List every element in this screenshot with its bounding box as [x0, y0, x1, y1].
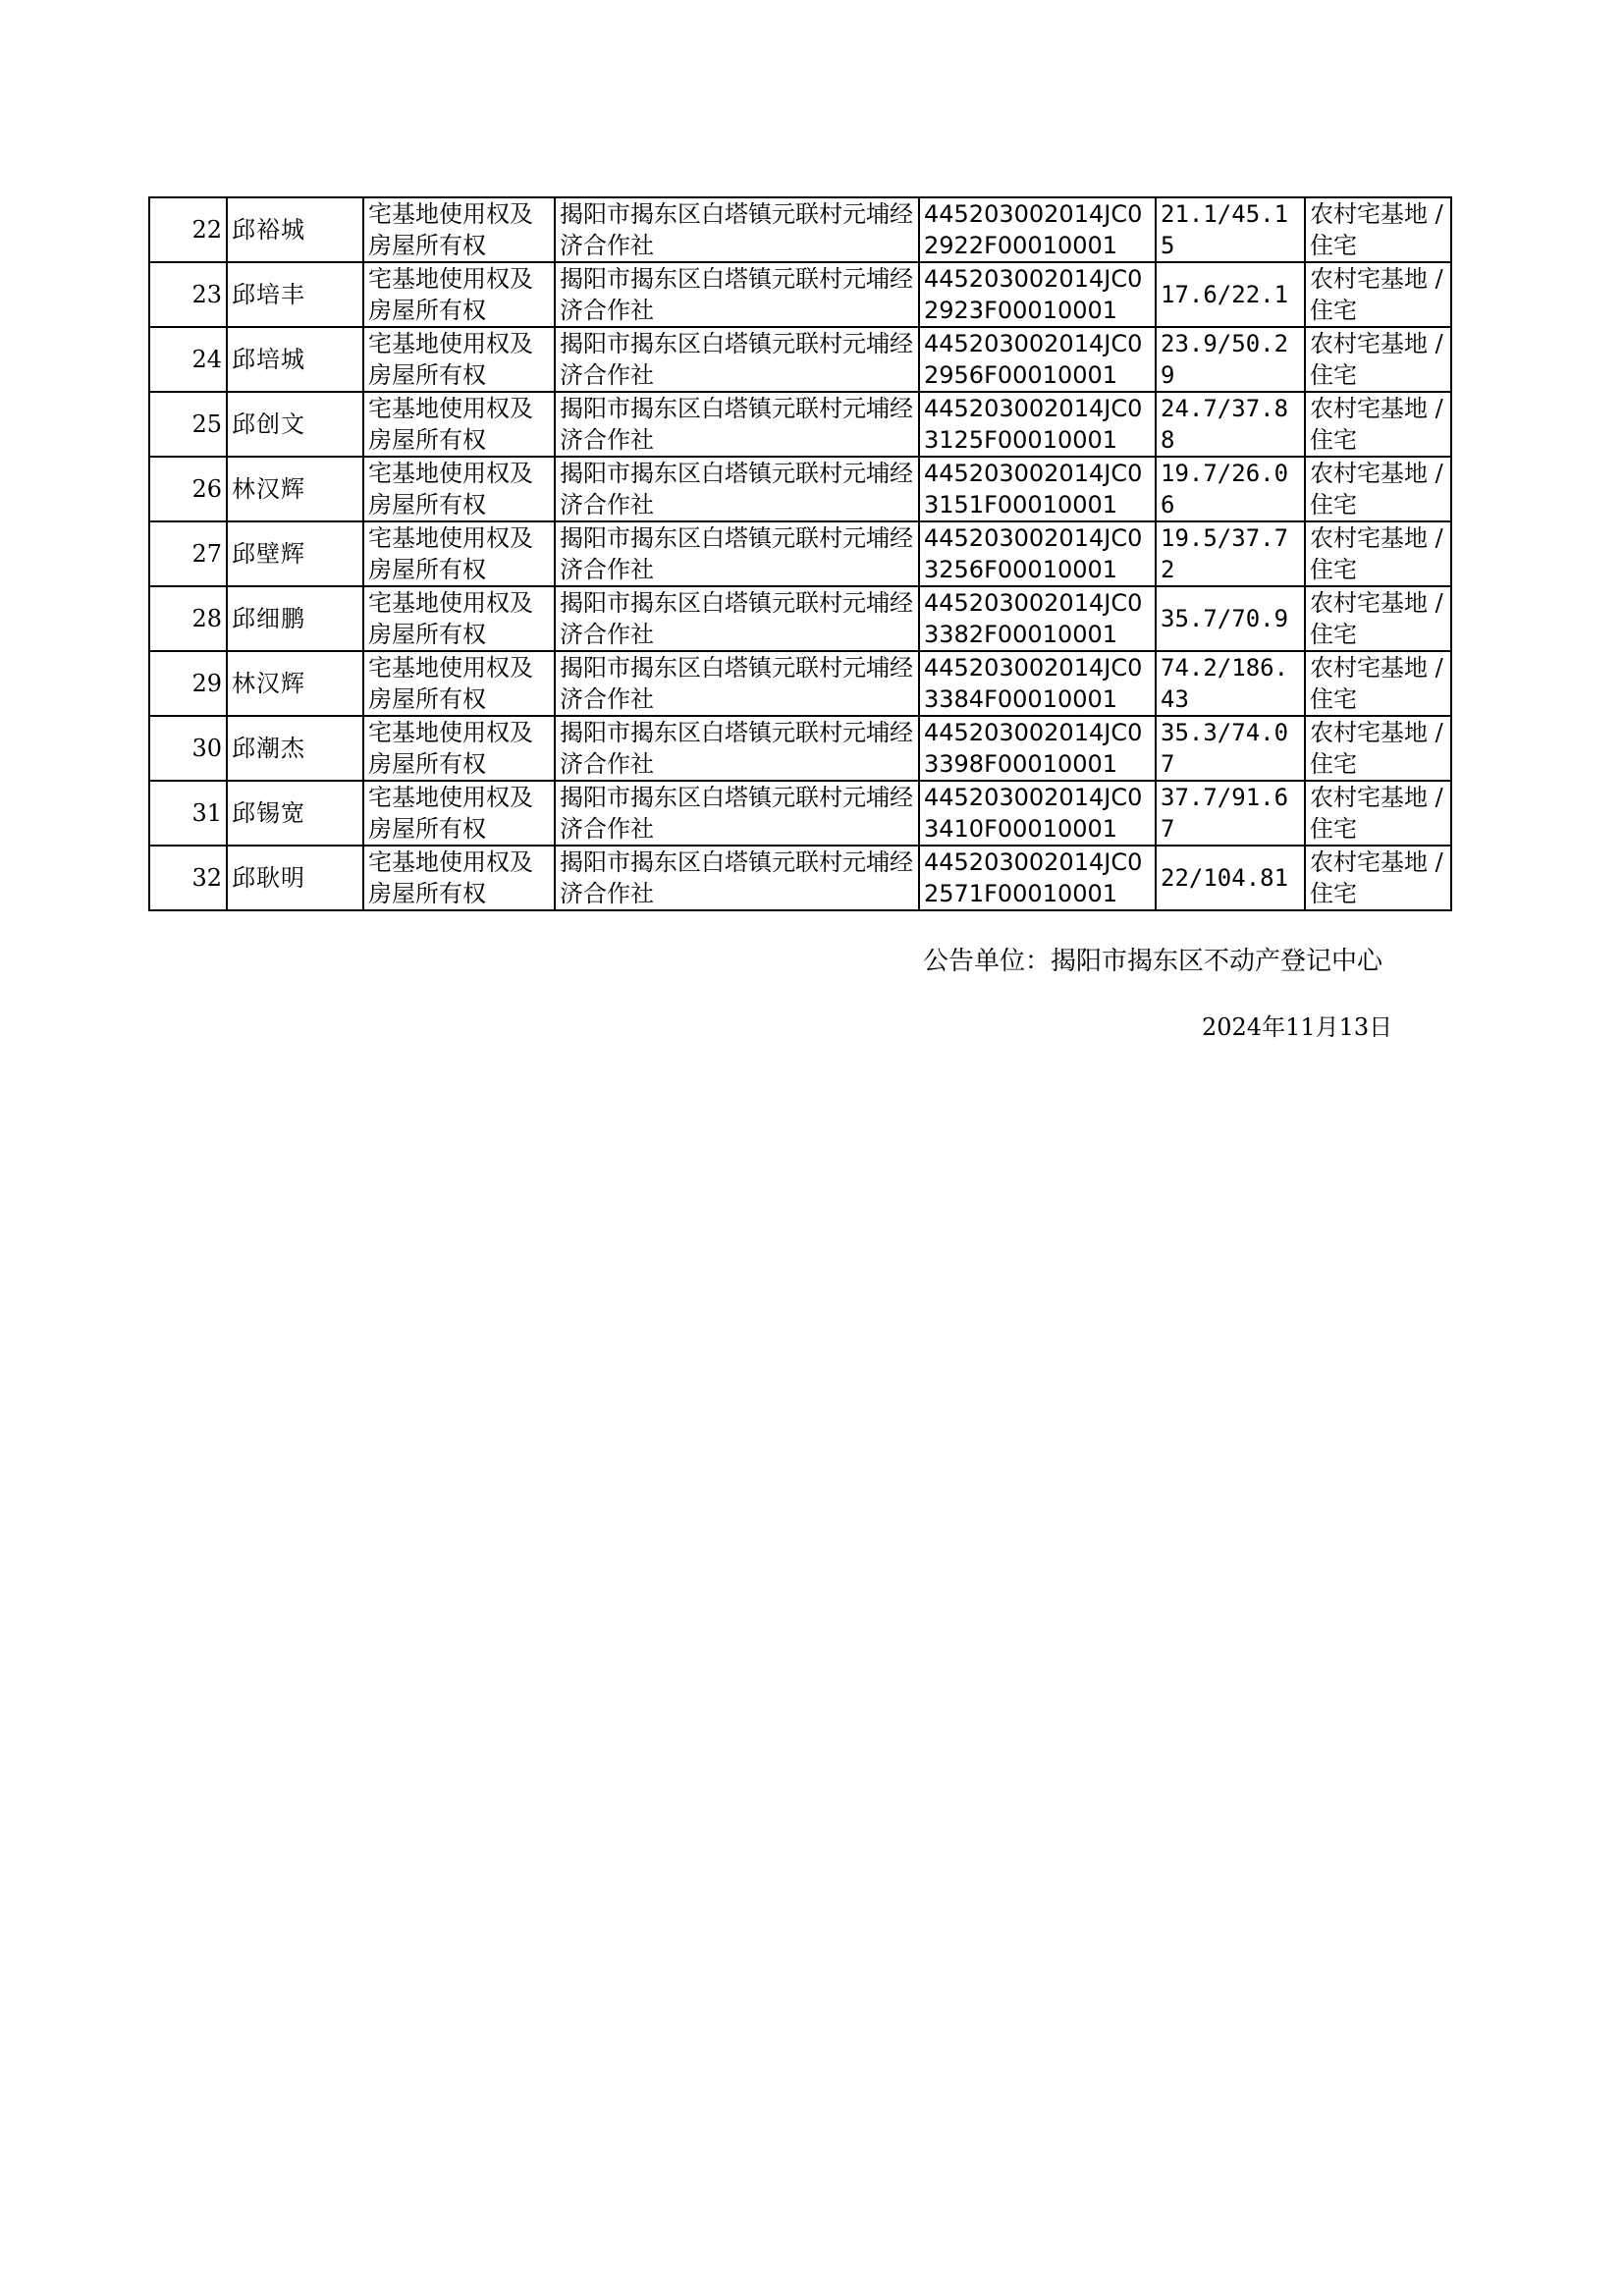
table-row — [149, 392, 1451, 457]
property-location-cell: 揭阳市揭东区白塔镇元联村元埔经济合作社 — [555, 846, 919, 910]
row-number-cell: 29 — [149, 651, 227, 716]
area-value-cell: 19.7/26.06 — [1156, 457, 1305, 521]
area-value-cell: 17.6/22.1 — [1156, 262, 1305, 327]
right-type-cell: 宅基地使用权及房屋所有权 — [363, 651, 555, 716]
owner-name-cell: 邱培丰 — [227, 262, 363, 327]
usage-type-cell: 农村宅基地 / 住宅 — [1305, 781, 1451, 846]
table-row — [149, 457, 1451, 521]
right-type-cell: 宅基地使用权及房屋所有权 — [363, 262, 555, 327]
right-type-cell: 宅基地使用权及房屋所有权 — [363, 457, 555, 521]
usage-type-cell: 农村宅基地 / 住宅 — [1305, 327, 1451, 392]
row-number-cell: 24 — [149, 327, 227, 392]
unit-code-cell: 445203002014JC02956F00010001 — [919, 327, 1156, 392]
right-type-cell: 宅基地使用权及房屋所有权 — [363, 586, 555, 651]
right-type-cell: 宅基地使用权及房屋所有权 — [363, 846, 555, 910]
owner-name-cell: 林汉辉 — [227, 457, 363, 521]
right-type-cell: 宅基地使用权及房屋所有权 — [363, 781, 555, 846]
usage-type-cell: 农村宅基地 / 住宅 — [1305, 197, 1451, 262]
area-value-cell: 24.7/37.88 — [1156, 392, 1305, 457]
unit-code-cell: 445203002014JC03125F00010001 — [919, 392, 1156, 457]
unit-code-cell: 445203002014JC03398F00010001 — [919, 716, 1156, 781]
area-value-cell: 35.7/70.9 — [1156, 586, 1305, 651]
table-row — [149, 521, 1451, 586]
row-number-cell: 27 — [149, 521, 227, 586]
owner-name-cell: 邱细鹏 — [227, 586, 363, 651]
unit-code-cell: 445203002014JC03256F00010001 — [919, 521, 1156, 586]
announcement-date: 2024年11月13日 — [1202, 1013, 1393, 1041]
area-value-cell: 21.1/45.15 — [1156, 197, 1305, 262]
row-number-cell: 28 — [149, 586, 227, 651]
right-type-cell: 宅基地使用权及房屋所有权 — [363, 392, 555, 457]
row-number-cell: 26 — [149, 457, 227, 521]
property-location-cell: 揭阳市揭东区白塔镇元联村元埔经济合作社 — [555, 327, 919, 392]
usage-type-cell: 农村宅基地 / 住宅 — [1305, 846, 1451, 910]
property-location-cell: 揭阳市揭东区白塔镇元联村元埔经济合作社 — [555, 651, 919, 716]
usage-type-cell: 农村宅基地 / 住宅 — [1305, 262, 1451, 327]
registration-table — [148, 196, 1452, 911]
area-value-cell: 74.2/186.43 — [1156, 651, 1305, 716]
owner-name-cell: 邱培城 — [227, 327, 363, 392]
table-row — [149, 197, 1451, 262]
property-location-cell: 揭阳市揭东区白塔镇元联村元埔经济合作社 — [555, 392, 919, 457]
table-row — [149, 651, 1451, 716]
right-type-cell: 宅基地使用权及房屋所有权 — [363, 327, 555, 392]
owner-name-cell: 邱创文 — [227, 392, 363, 457]
owner-name-cell: 邱裕城 — [227, 197, 363, 262]
right-type-cell: 宅基地使用权及房屋所有权 — [363, 521, 555, 586]
table-row — [149, 716, 1451, 781]
area-value-cell: 22/104.81 — [1156, 846, 1305, 910]
unit-code-cell: 445203002014JC02571F00010001 — [919, 846, 1156, 910]
announcing-unit: 公告单位：揭阳市揭东区不动产登记中心 — [923, 947, 1383, 976]
owner-name-cell: 邱壁辉 — [227, 521, 363, 586]
owner-name-cell: 邱锡宽 — [227, 781, 363, 846]
usage-type-cell: 农村宅基地 / 住宅 — [1305, 457, 1451, 521]
usage-type-cell: 农村宅基地 / 住宅 — [1305, 521, 1451, 586]
usage-type-cell: 农村宅基地 / 住宅 — [1305, 392, 1451, 457]
unit-code-cell: 445203002014JC03384F00010001 — [919, 651, 1156, 716]
property-location-cell: 揭阳市揭东区白塔镇元联村元埔经济合作社 — [555, 521, 919, 586]
property-location-cell: 揭阳市揭东区白塔镇元联村元埔经济合作社 — [555, 457, 919, 521]
area-value-cell: 35.3/74.07 — [1156, 716, 1305, 781]
owner-name-cell: 林汉辉 — [227, 651, 363, 716]
row-number-cell: 32 — [149, 846, 227, 910]
row-number-cell: 23 — [149, 262, 227, 327]
unit-code-cell: 445203002014JC02922F00010001 — [919, 197, 1156, 262]
table-row — [149, 327, 1451, 392]
right-type-cell: 宅基地使用权及房屋所有权 — [363, 197, 555, 262]
table-row — [149, 262, 1451, 327]
unit-code-cell: 445203002014JC03382F00010001 — [919, 586, 1156, 651]
property-location-cell: 揭阳市揭东区白塔镇元联村元埔经济合作社 — [555, 716, 919, 781]
row-number-cell: 31 — [149, 781, 227, 846]
owner-name-cell: 邱潮杰 — [227, 716, 363, 781]
area-value-cell: 37.7/91.67 — [1156, 781, 1305, 846]
usage-type-cell: 农村宅基地 / 住宅 — [1305, 651, 1451, 716]
table-row — [149, 781, 1451, 846]
table-row — [149, 846, 1451, 910]
unit-code-cell: 445203002014JC02923F00010001 — [919, 262, 1156, 327]
row-number-cell: 25 — [149, 392, 227, 457]
table-row — [149, 586, 1451, 651]
row-number-cell: 22 — [149, 197, 227, 262]
usage-type-cell: 农村宅基地 / 住宅 — [1305, 586, 1451, 651]
property-location-cell: 揭阳市揭东区白塔镇元联村元埔经济合作社 — [555, 262, 919, 327]
property-location-cell: 揭阳市揭东区白塔镇元联村元埔经济合作社 — [555, 586, 919, 651]
property-location-cell: 揭阳市揭东区白塔镇元联村元埔经济合作社 — [555, 781, 919, 846]
row-number-cell: 30 — [149, 716, 227, 781]
area-value-cell: 23.9/50.29 — [1156, 327, 1305, 392]
usage-type-cell: 农村宅基地 / 住宅 — [1305, 716, 1451, 781]
registration-table-body — [149, 197, 1451, 910]
unit-code-cell: 445203002014JC03410F00010001 — [919, 781, 1156, 846]
right-type-cell: 宅基地使用权及房屋所有权 — [363, 716, 555, 781]
owner-name-cell: 邱耿明 — [227, 846, 363, 910]
area-value-cell: 19.5/37.72 — [1156, 521, 1305, 586]
unit-code-cell: 445203002014JC03151F00010001 — [919, 457, 1156, 521]
property-location-cell: 揭阳市揭东区白塔镇元联村元埔经济合作社 — [555, 197, 919, 262]
